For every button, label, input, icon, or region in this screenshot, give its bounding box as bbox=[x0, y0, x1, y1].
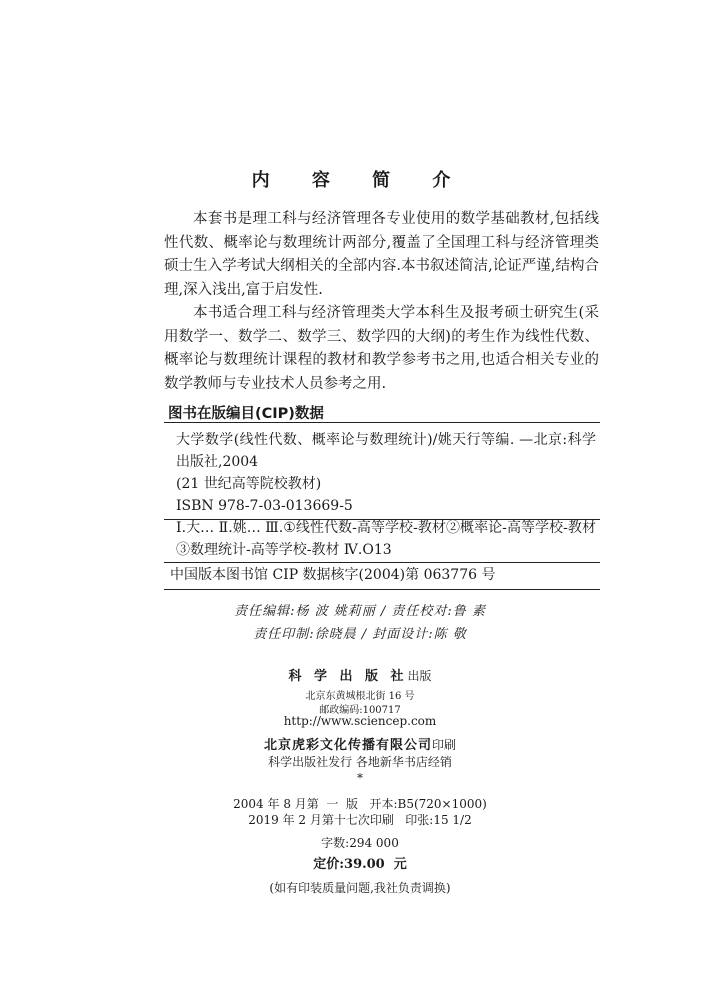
cip-bottom-rule bbox=[164, 589, 600, 590]
cip-heading: 图书在版编目(CIP)数据 bbox=[168, 406, 324, 422]
credits-line-2: 责任印制:徐晓晨 / 封面设计:陈 敬 bbox=[253, 627, 467, 642]
publisher-name-suffix: 出版 bbox=[407, 669, 432, 683]
edition-line-2: 2019 年 2 月第十七次印刷 印张:15 1/2 bbox=[248, 813, 472, 827]
word-count: 字数:294 000 bbox=[321, 836, 399, 850]
cip-top-rule bbox=[164, 422, 600, 423]
publisher-postcode: 邮政编码:100717 bbox=[319, 705, 401, 716]
printer-name: 北京虎彩文化传播有限公司 bbox=[263, 738, 432, 753]
intro-heading: 内 容 简 介 bbox=[251, 170, 469, 191]
edition-line-1: 2004 年 8 月第 一 版 开本:B5(720×1000) bbox=[233, 797, 487, 811]
intro-paragraph-2: 本书适合理工科与经济管理类大学本科生及报考硕士研究生(采用数学一、数学二、数学三、数学四的大纲)的考生作为线性代数、概率论与数理统计课程的教材和教学参考书之用,也适合相关专业的数学教师与专业技术人员参考之用. bbox=[164, 305, 599, 392]
cip-isbn: ISBN 978-7-03-013669-5 bbox=[176, 498, 353, 514]
printer-line bbox=[0, 734, 720, 753]
distribution-line: 科学出版社发行 各地新华书店经销 bbox=[268, 755, 452, 769]
publisher-name-text: 科 学 出 版 社 bbox=[288, 669, 408, 684]
printer-suffix: 印刷 bbox=[432, 738, 457, 752]
asterisk-separator: * bbox=[357, 771, 363, 785]
publisher-name bbox=[0, 665, 720, 684]
quality-notice: (如有印装质量问题,我社负责调换) bbox=[269, 881, 451, 895]
publisher-url: http://www.sciencep.com bbox=[283, 714, 437, 728]
price: 定价:39.00 元 bbox=[313, 857, 407, 872]
credits-line-1: 责任编辑:杨 波 姚莉丽 / 责任校对:鲁 素 bbox=[234, 604, 486, 619]
cip-classification: Ⅰ.大… Ⅱ.姚… Ⅲ.①线性代数-高等学校-教材②概率论-高等学校-教材③数理统计-高等学校-教材 Ⅳ.O13 bbox=[176, 520, 596, 558]
cip-record: 中国版本图书馆 CIP 数据核字(2004)第 063776 号 bbox=[170, 567, 496, 583]
cip-lower-rule bbox=[164, 562, 600, 563]
publisher-address: 北京东黄城根北街 16 号 bbox=[305, 691, 415, 702]
cip-series: (21 世纪高等院校教材) bbox=[176, 476, 322, 492]
cip-title-line: 大学数学(线性代数、概率论与数理统计)/姚天行等编. —北京:科学出版社,2004 bbox=[176, 432, 596, 470]
intro-paragraph-1: 本套书是理工科与经济管理各专业使用的数学基础教材,包括线性代数、概率论与数理统计两部分,覆盖了全国理工科与经济管理类硕士生入学考试大纲相关的全部内容.本书叙述简洁,论证严谨,结构合理,深入浅出,富于启发性. bbox=[164, 211, 599, 298]
